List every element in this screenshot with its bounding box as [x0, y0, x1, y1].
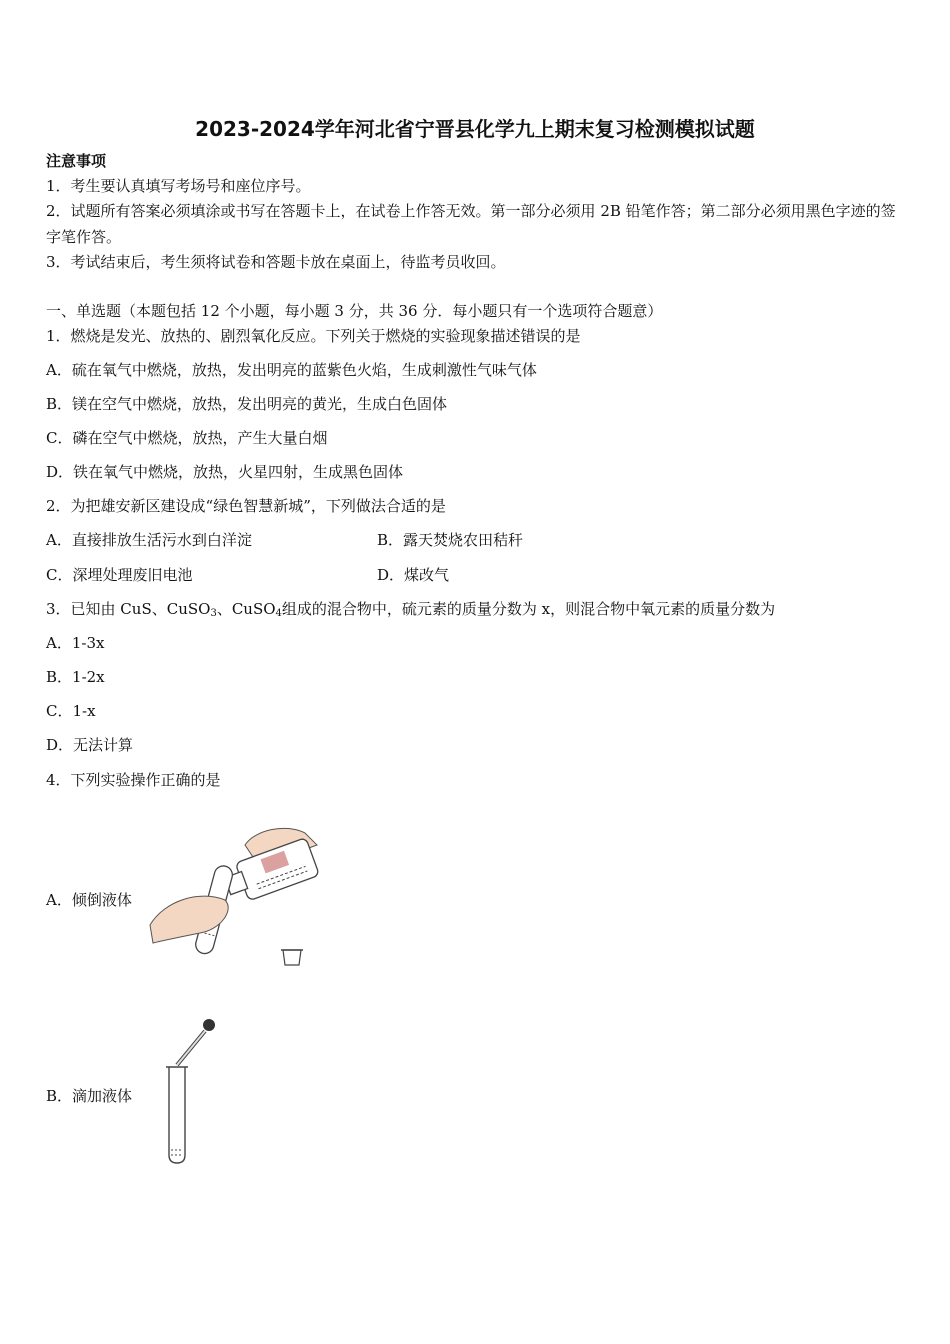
dropping-liquid-illustration — [155, 1015, 225, 1170]
option-b: B．1-2x — [46, 668, 105, 686]
option-a: A．1-3x — [46, 634, 105, 652]
option-c: C．1-x — [46, 702, 96, 720]
option-a: A．倾倒液体 — [46, 891, 132, 909]
notice-item: 3．考试结束后，考生须将试卷和答题卡放在桌面上，待监考员收回。 — [46, 253, 506, 271]
question-stem: 2．为把雄安新区建设成“绿色智慧新城”，下列做法合适的是 — [46, 497, 446, 515]
page-title: 2023-2024学年河北省宁晋县化学九上期末复习检测模拟试题 — [195, 117, 755, 141]
option-a: A．硫在氧气中燃烧，放热，发出明亮的蓝紫色火焰，生成刺激性气味气体 — [46, 361, 537, 379]
notice-item: 2．试题所有答案必须填涂或书写在答题卡上，在试卷上作答无效。第一部分必须用 2B 铅笔作答；第二部分必须用黑色字迹的签字笔作答。 — [46, 202, 896, 246]
option-d: D．煤改气 — [377, 566, 450, 584]
notice-item: 1．考生要认真填写考场号和座位序号。 — [46, 177, 311, 195]
pouring-liquid-illustration — [145, 815, 325, 975]
option-c: C．磷在空气中燃烧，放热，产生大量白烟 — [46, 429, 328, 447]
option-c: C．深埋处理废旧电池 — [46, 566, 193, 584]
option-d: D．无法计算 — [46, 736, 134, 754]
notice-heading: 注意事项 — [46, 152, 107, 170]
question-stem: 4．下列实验操作正确的是 — [46, 771, 221, 789]
section-heading: 一、单选题（本题包括 12 个小题，每小题 3 分，共 36 分．每小题只有一个选项符合题意） — [46, 302, 663, 320]
option-a: A．直接排放生活污水到白洋淀 — [46, 531, 252, 549]
option-b: B．露天焚烧农田秸秆 — [377, 531, 524, 549]
option-b: B．镁在空气中燃烧，放热，发出明亮的黄光，生成白色固体 — [46, 395, 448, 413]
question-stem: 3．已知由 CuS、CuSO$_3$、CuSO$_4$组成的混合物中，硫元素的质量分数为 x，则混合物中氧元素的质量分数为 — [46, 600, 776, 619]
question-stem: 1．燃烧是发光、放热的、剧烈氧化反应。下列关于燃烧的实验现象描述错误的是 — [46, 327, 581, 345]
option-b: B．滴加液体 — [46, 1087, 133, 1105]
option-d: D．铁在氧气中燃烧，放热，火星四射，生成黑色固体 — [46, 463, 404, 481]
